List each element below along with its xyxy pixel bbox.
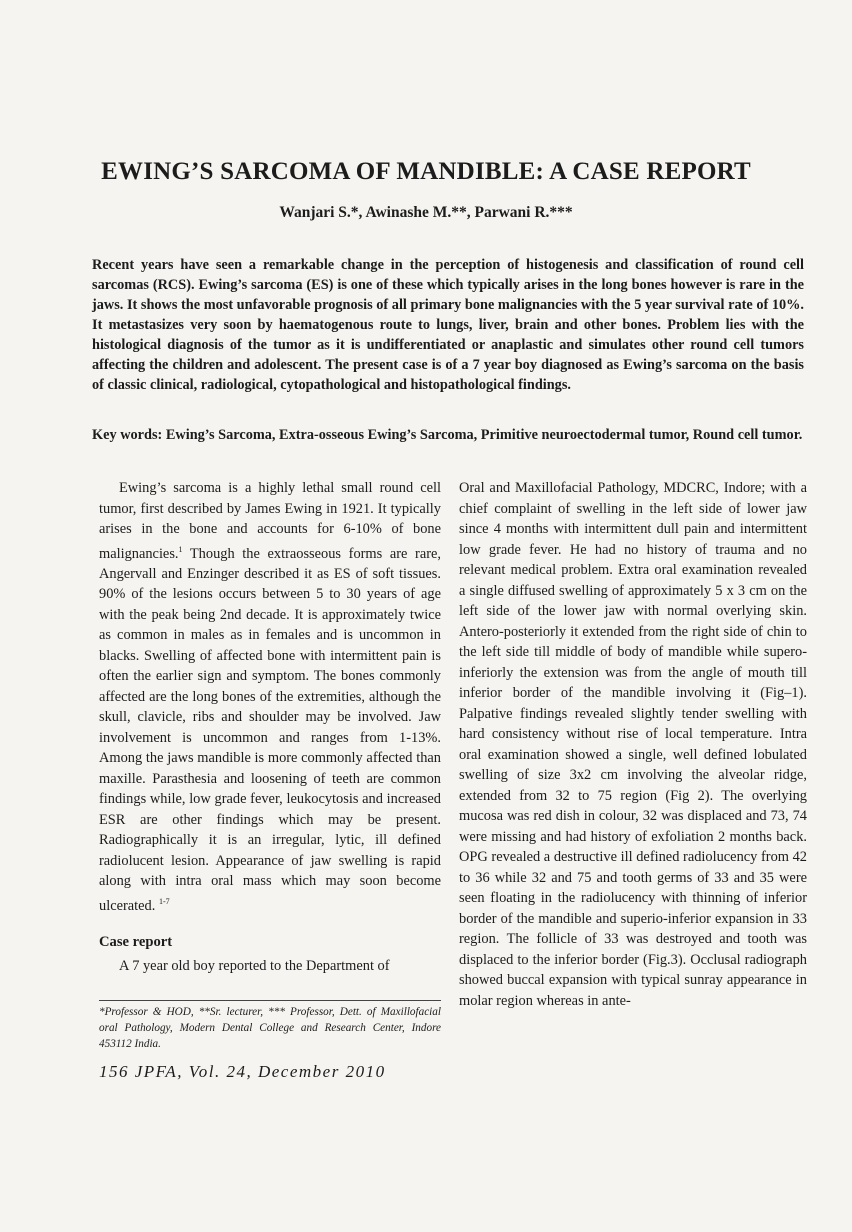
reference-1-7: 1-7 [158, 896, 170, 906]
reference-1: 1 [178, 544, 183, 554]
abstract: Recent years have seen a remarkable change in the perception of histogenesis and classification of round cell sarcomas (RCS). Ewing’s sarcoma (ES) is one of these which typically arises in the long bones however is rare in the jaws. It shows the most unfavorable prognosis of all primary bone malignancies with the 5 year survival rate of 10%. It metastasizes very soon by haematogenous route to lungs, liver, brain and other bones. Problem lies with the histological diagnosis of the tumor as it is undifferentiated or anaplastic and simulates other round cell tumors affecting the children and adolescent. The present case is of a 7 year boy diagnosed as Ewing’s sarcoma on the basis of classic clinical, radiological, cytopathological and histopathological findings. [92, 257, 804, 393]
author-list: Wanjari S.*, Awinashe M.**, Parwani R.*** [279, 204, 573, 221]
affiliation-footnote: *Professor & HOD, **Sr. lecturer, *** Professor, Dett. of Maxillofacial oral Pathology, Modern Dental College and Research Center, Indore 453112 India. [99, 1006, 441, 1050]
paper-title: EWING’S SARCOMA OF MANDIBLE: A CASE REPORT [101, 158, 751, 185]
introduction-paragraph [99, 478, 441, 916]
right-column [459, 478, 807, 1011]
footnote-divider [99, 1000, 441, 1001]
keywords: Key words: Ewing’s Sarcoma, Extra-osseous Ewing’s Sarcoma, Primitive neuroectodermal tumor, Round cell tumor. [92, 427, 803, 443]
intro-text-part1: Ewing’s sarcoma is a highly lethal small round cell tumor, first described by James Ewing in 1921. It typically arises in the bone and accounts for 6-10% of bone malignancies. [99, 480, 441, 562]
intro-text-part2: Though the extraosseous forms are rare, Angervall and Enzinger described it as ES of soft tissues. 90% of the lesions occurs between 5 to 30 years of age with the peak being 2nd decade. It is approximately twice as common in males as in females and is uncommon in blacks. Swelling of affected bone with intermittent pain is often the earlier sign and symptom. The bones commonly affected are the long bones of the extremities, although the skull, clavicle, ribs and shoulder may be involved. Jaw involvement is uncommon and ranges from 1-13%. Among the jaws mandible is more commonly affected than maxille. Parasthesia and loosening of teeth are common findings while, low grade fever, leukocytosis and increased ESR are other findings which may be present. Radiographically it is an irregular, lytic, ill defined radiolucent lesion. Appearance of jaw swelling is rapid along with intra oral mass which may soon become ulcerated. [99, 545, 441, 914]
case-report-text: Oral and Maxillofacial Pathology, MDCRC, Indore; with a chief complaint of swelling in the left side of lower jaw since 4 months with intermittent dull pain and intermittent low grade fever. He had no history of trauma and no relevant medical problem. Extra oral examination revealed a single diffused swelling of approximately 5 x 3 cm on the left side of the lower jaw with normal overlying skin. Antero-posteriorly it extended from the right side of chin to the left side till middle of body of mandible while supero- inferiorly the extension was from the angle of mouth till inferior border of the mandible involving it (Fig–1). Palpative findings revealed slightly tender swelling with hard consistency without rise of local temperature. Intra oral examination showed a single, well defined lobulated swelling of size 3x2 cm involving the alveolar ridge, extended from 32 to 75 region (Fig 2). The overlying mucosa was red dish in colour, 32 was displaced and 73, 74 were missing and had history of exfoliation 2 months back. OPG revealed a destructive ill defined radiolucency from 42 to 36 while 32 and 75 and tooth germs of 33 and 35 were seen floating in the radiolucency with thinning of inferior border of the mandible and superio-inferior expansion in 33 region. The follicle of 33 was destroyed and tooth was displaced to the inferior border (Fig.3). Occlusal radiograph showed buccal expansion with typical sunray appearance in molar region whereas in ante- [459, 480, 807, 1009]
page-footer: 156 JPFA, Vol. 24, December 2010 [99, 1062, 386, 1081]
case-report-heading: Case report [99, 934, 173, 951]
left-column [99, 478, 441, 976]
case-report-intro: A 7 year old boy reported to the Department of [119, 957, 390, 974]
